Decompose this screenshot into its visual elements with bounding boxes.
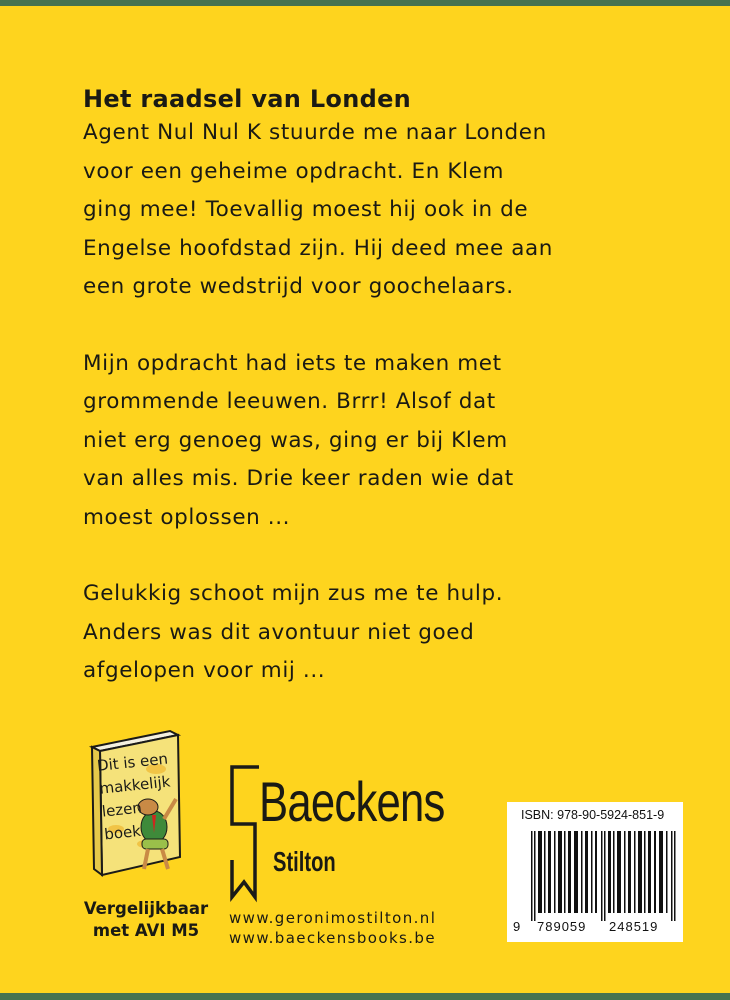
isbn-label: ISBN: 978-90-5924-851-9: [521, 808, 665, 822]
bottom-green-band: [0, 993, 730, 1000]
publisher-logo: [229, 764, 459, 904]
text-line: Engelse hoofdstad zijn. Hij deed mee aan: [83, 235, 554, 261]
url-geronimostilton[interactable]: www.geronimostilton.nl: [229, 909, 437, 927]
back-cover-blurb: [83, 84, 643, 691]
text-line: niet erg genoeg was, ging er bij Klem: [83, 427, 508, 453]
avi-label-line-1: Vergelijkbaar: [83, 899, 209, 918]
barcode-digit-group-2: 248519: [609, 919, 659, 934]
book-title: Het raadsel van Londen: [83, 85, 412, 113]
top-green-band: [0, 0, 730, 6]
text-line: Gelukkig schoot mijn zus me te hulp.: [83, 581, 504, 606]
text-line: van alles mis. Drie keer raden wie dat: [83, 466, 514, 491]
book-cover-text: [96, 748, 176, 847]
avi-label-line-2: met AVI M5: [92, 921, 200, 940]
barcode-bars-icon: [531, 831, 676, 921]
publisher-imprint: Stilton: [273, 846, 336, 877]
text-line: moest oplossen ...: [83, 504, 291, 530]
book-text-line: makkelijk: [98, 772, 172, 798]
barcode-digit-group-1: 789059: [537, 919, 587, 934]
book-text-line: boek: [103, 821, 142, 844]
paragraph-1: [83, 114, 643, 307]
barcode-digit-lead: 9: [513, 919, 522, 934]
text-line: een grote wedstrijd voor goochelaars.: [83, 274, 514, 299]
text-line: Agent Nul Nul K stuurde me naar Londen: [83, 120, 547, 145]
url-baeckensbooks[interactable]: www.baeckensbooks.be: [229, 929, 436, 947]
text-line: ging mee! Toevallig moest hij ook in de: [83, 197, 529, 222]
paragraph-3: [83, 575, 643, 691]
text-line: Mijn opdracht had iets te maken met: [83, 350, 502, 376]
paragraph-2: [83, 345, 643, 538]
text-line: voor een geheime opdracht. En Klem: [83, 158, 505, 184]
book-text-line: Dit is een: [96, 749, 169, 775]
publisher-name: Baeckens: [259, 770, 445, 833]
text-line: afgelopen voor mij ...: [83, 658, 326, 683]
avi-level-label: [66, 898, 226, 942]
text-line: Anders was dit avontuur niet goed: [83, 619, 475, 645]
publisher-urls: [229, 908, 436, 948]
text-line: grommende leeuwen. Brrr! Alsof dat: [83, 389, 496, 414]
isbn-barcode: [507, 802, 683, 942]
book-text-line: lezen: [101, 798, 143, 821]
